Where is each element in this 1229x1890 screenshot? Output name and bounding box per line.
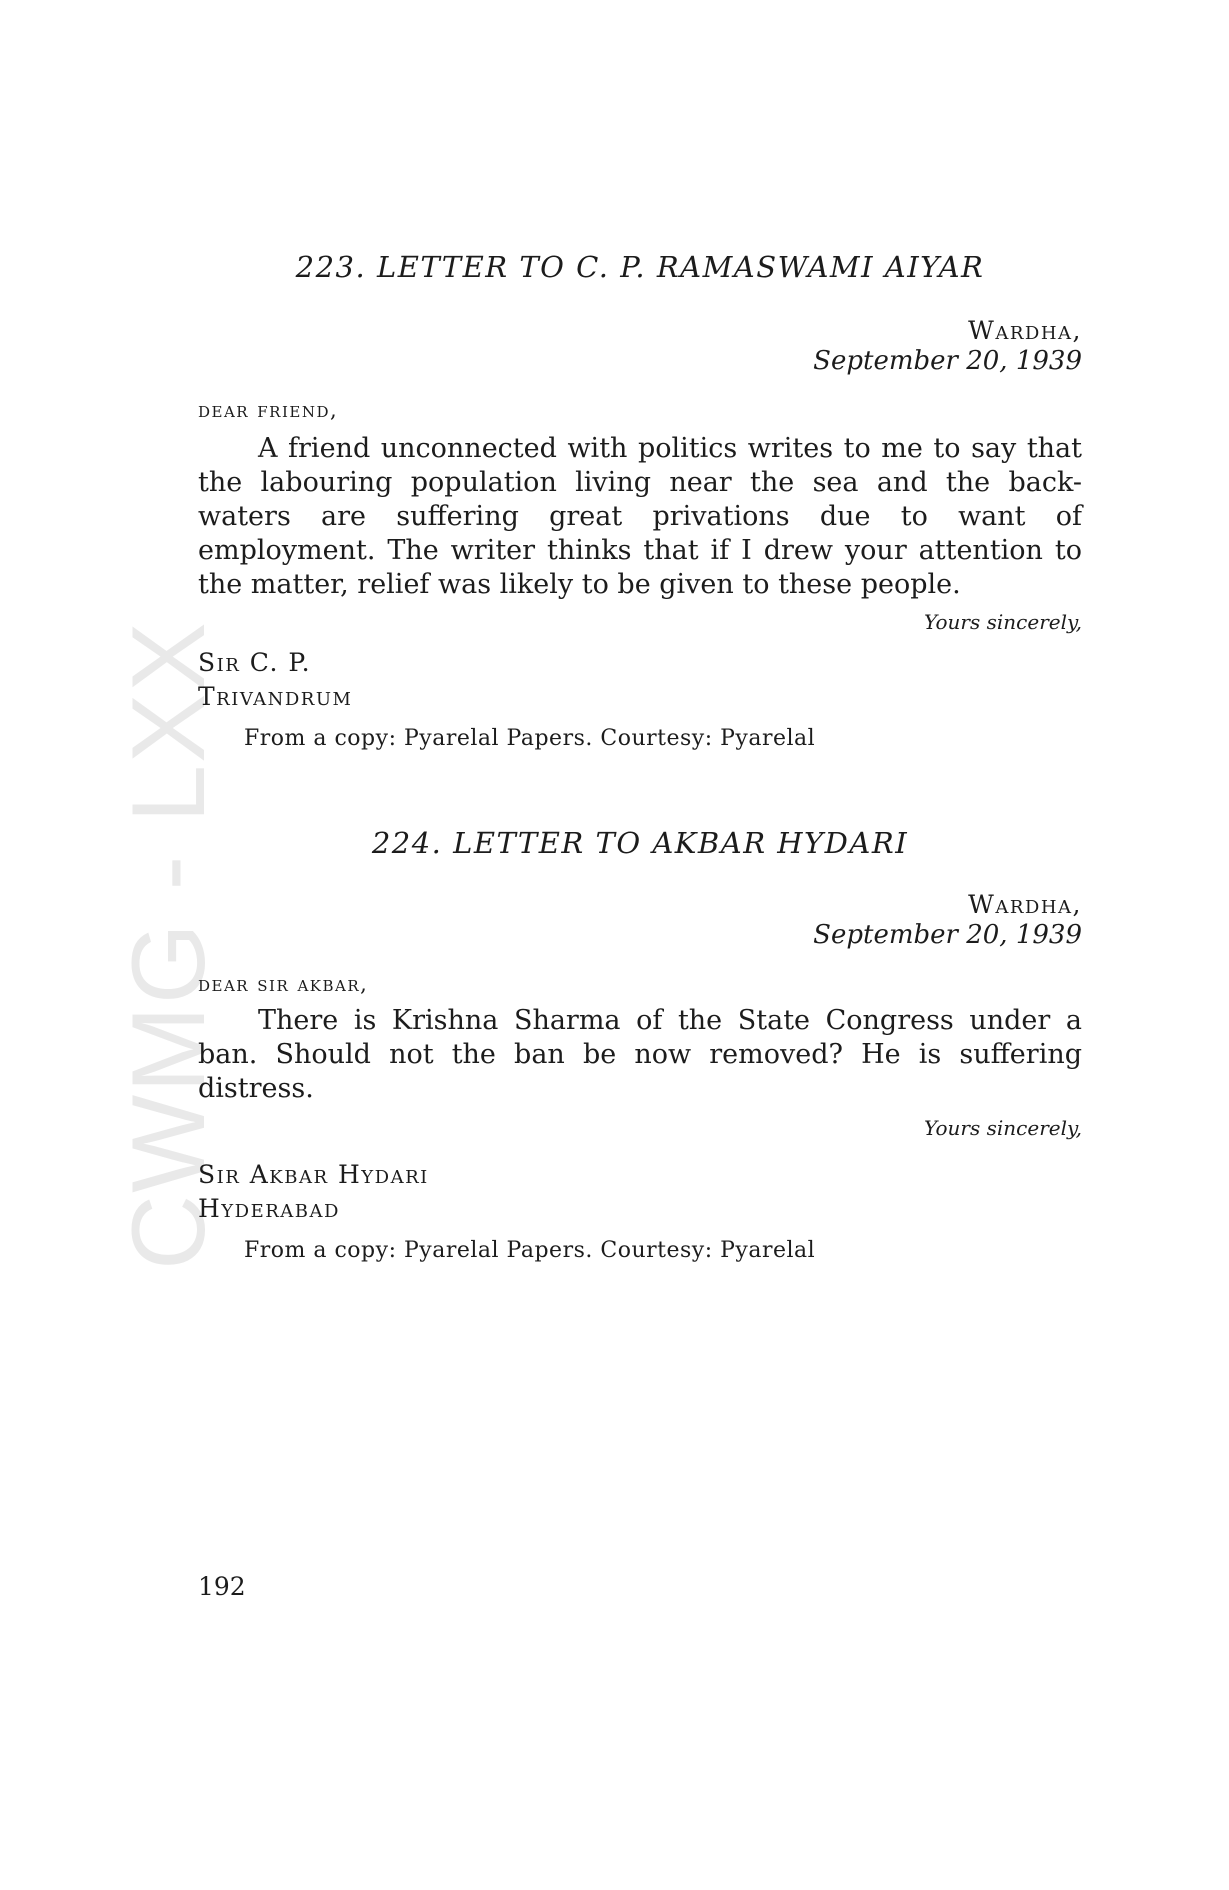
letter-224-body: There is Krishna Sharma of the State Congress under a ban. Should not the ban be now removed? He is suffering distress. — [198, 1005, 1082, 1104]
letter-223-source: From a copy: Pyarelal Papers. Courtesy: Pyarelal — [244, 726, 816, 751]
letter-223-date: September 20, 1939 — [813, 346, 1082, 376]
letter-223-closing: Yours sincerely, — [924, 610, 1082, 634]
letter-224-date: September 20, 1939 — [813, 920, 1082, 950]
page-number: 192 — [198, 1572, 246, 1601]
letter-223-addressee-name: Sir C. P. — [198, 648, 312, 677]
letter-223-place: Wardha, — [968, 316, 1082, 345]
letter-224-salutation: dear sir akbar, — [198, 972, 369, 996]
letter-224-closing: Yours sincerely, — [924, 1116, 1082, 1140]
letter-223-body: A friend unconnected with politics writes to me to say that the labouring population living near the sea and the back-waters are suffering great privations due to want of employment. The writer thinks that if I drew your attention to the matter, relief was likely to be given to these people. — [198, 433, 1082, 600]
letter-224-addressee-name: Sir Akbar Hydari — [198, 1160, 429, 1189]
letter-223-title: 223. LETTER TO C. P. RAMASWAMI AIYAR — [295, 250, 985, 284]
letter-223-addressee-place: Trivandrum — [198, 682, 353, 711]
letter-224-addressee-place: Hyderabad — [198, 1194, 340, 1223]
letter-224-source: From a copy: Pyarelal Papers. Courtesy: Pyarelal — [244, 1238, 816, 1263]
letter-224-place: Wardha, — [968, 890, 1082, 919]
watermark-text: CWMG - LXX — [111, 620, 227, 1270]
letter-223-salutation: dear friend, — [198, 398, 339, 422]
letter-224-title: 224. LETTER TO AKBAR HYDARI — [371, 826, 909, 860]
document-page — [198, 0, 1082, 1890]
